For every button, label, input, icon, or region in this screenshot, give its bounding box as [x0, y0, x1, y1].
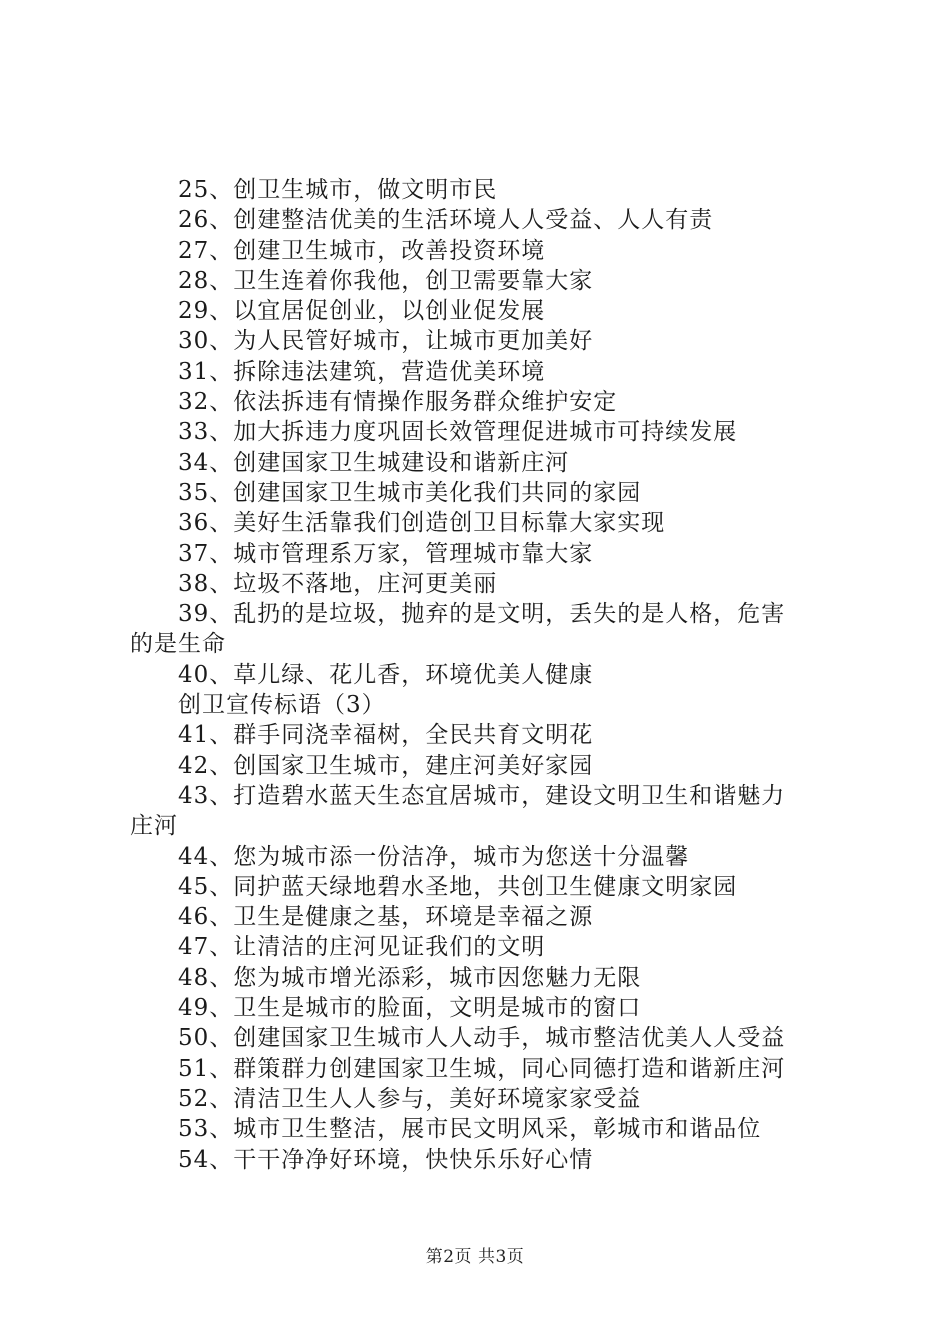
- text-line: 27、创建卫生城市，改善投资环境: [178, 237, 546, 264]
- text-line: 38、垃圾不落地，庄河更美丽: [178, 570, 498, 597]
- text-line: 46、卫生是健康之基，环境是幸福之源: [178, 904, 594, 931]
- text-line-continuation: 庄河: [130, 813, 178, 840]
- text-line: 54、干干净净好环境，快快乐乐好心情: [178, 1146, 594, 1173]
- text-line: 45、同护蓝天绿地碧水圣地，共创卫生健康文明家园: [178, 873, 738, 900]
- section-heading: 创卫宣传标语（3）: [178, 692, 386, 719]
- text-line: 33、加大拆违力度巩固长效管理促进城市可持续发展: [178, 419, 738, 446]
- text-line: 51、群策群力创建国家卫生城，同心同德打造和谐新庄河: [178, 1055, 786, 1082]
- text-line: 37、城市管理系万家，管理城市靠大家: [178, 540, 594, 567]
- text-line: 48、您为城市增光添彩，城市因您魅力无限: [178, 964, 642, 991]
- text-line: 47、让清洁的庄河见证我们的文明: [178, 934, 546, 961]
- page-footer: 第2页 共3页: [425, 1247, 525, 1267]
- text-line: 31、拆除违法建筑，营造优美环境: [178, 358, 546, 385]
- text-line: 39、乱扔的是垃圾，抛弃的是文明，丢失的是人格，危害: [178, 601, 786, 628]
- text-line: 25、创卫生城市，做文明市民: [178, 177, 498, 203]
- text-line: 52、清洁卫生人人参与，美好环境家家受益: [178, 1085, 642, 1112]
- text-line: 35、创建国家卫生城市美化我们共同的家园: [178, 479, 642, 506]
- text-line: 26、创建整洁优美的生活环境人人受益、人人有责: [178, 207, 714, 234]
- text-line: 41、群手同浇幸福树，全民共育文明花: [178, 722, 594, 749]
- text-line: 29、以宜居促创业，以创业促发展: [178, 298, 546, 325]
- text-line: 50、创建国家卫生城市人人动手，城市整洁优美人人受益: [178, 1025, 786, 1052]
- text-line: 40、草儿绿、花儿香，环境优美人健康: [178, 661, 594, 688]
- text-line: 28、卫生连着你我他，创卫需要靠大家: [178, 267, 594, 294]
- text-line: 30、为人民管好城市，让城市更加美好: [178, 328, 594, 355]
- text-line: 53、城市卫生整洁，展市民文明风采，彰城市和谐品位: [178, 1116, 762, 1143]
- text-line-continuation: 的是生命: [130, 631, 226, 658]
- slogan-list: [0, 175, 950, 1175]
- text-line: 36、美好生活靠我们创造创卫目标靠大家实现: [178, 510, 666, 537]
- text-line: 32、依法拆违有情操作服务群众维护安定: [178, 389, 618, 416]
- text-line: 44、您为城市添一份洁净，城市为您送十分温馨: [178, 843, 690, 870]
- text-line: 49、卫生是城市的脸面，文明是城市的窗口: [178, 995, 642, 1022]
- text-line: 43、打造碧水蓝天生态宜居城市，建设文明卫生和谐魅力: [178, 782, 786, 809]
- text-line: 34、创建国家卫生城建设和谐新庄河: [178, 449, 570, 476]
- text-line: 42、创国家卫生城市，建庄河美好家园: [178, 752, 594, 779]
